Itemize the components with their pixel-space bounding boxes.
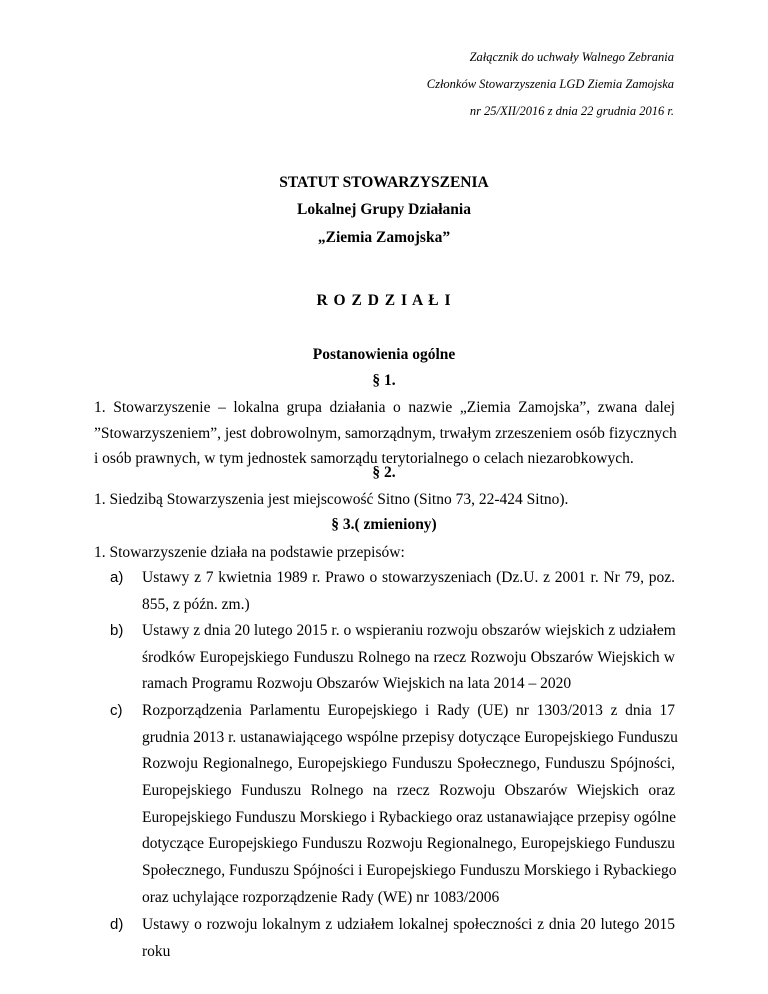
- chapter-heading: R O Z D Z I A Ł I: [316, 292, 452, 309]
- text-line: Społecznego, Funduszu Spójności i Europejskiego Funduszu Morskiego i Rybackiego: [142, 862, 677, 880]
- text-line: Europejskiego Funduszu Rolnego na rzecz Rozwoju Obszarów Wiejskich oraz: [142, 782, 675, 800]
- document-subtitle: Lokalnej Grupy Działania: [297, 201, 471, 218]
- text-line: środków Europejskiego Funduszu Rolnego na rzecz Rozwoju Obszarów Wiejskich w: [142, 648, 675, 666]
- header-note-line: Członków Stowarzyszenia LGD Ziemia Zamojska: [426, 77, 674, 91]
- text-line: 1. Stowarzyszenie działa na podstawie przepisów:: [94, 544, 405, 561]
- paragraph-2-body: [94, 487, 675, 513]
- section-heading: Postanowienia ogólne: [312, 346, 456, 363]
- paragraph-2-label: § 2.: [372, 464, 396, 481]
- text-line: Europejskiego Funduszu Morskiego i Rybackiego oraz ustanawiające przepisy ogólne: [142, 808, 676, 826]
- text-line: 1. Siedzibą Stowarzyszenia jest miejscowość Sitno (Sitno 73, 22-424 Sitno).: [94, 491, 569, 508]
- text-line: oraz uchylające rozporządzenie Rady (WE) nr 1083/2006: [142, 888, 500, 906]
- text-line: roku: [142, 942, 171, 960]
- text-line: Ustawy z dnia 20 lutego 2015 r. o wspieraniu rozwoju obszarów wiejskich z udziałem: [142, 622, 676, 639]
- text-line: 855, z późn. zm.): [142, 595, 250, 613]
- header-note-line: nr 25/XII/2016 z dnia 22 grudnia 2016 r.: [469, 104, 674, 118]
- text-line: Rozporządzenia Parlamentu Europejskiego i Rady (UE) nr 1303/2013 z dnia 17: [142, 702, 675, 719]
- text-line: Rozwoju Regionalnego, Europejskiego Funduszu Społecznego, Funduszu Spójności,: [142, 755, 675, 773]
- text-line: Ustawy o rozwoju lokalnym z udziałem lokalnej społeczności z dnia 20 lutego 2015: [142, 916, 675, 933]
- text-line: i osób prawnych, w tym jednostek samorządu terytorialnego o celach niezarobkowych.: [94, 450, 634, 468]
- text-line: dotyczące Europejskiego Funduszu Rozwoju Regionalnego, Europejskiego Funduszu: [142, 835, 675, 853]
- text-line: ”Stowarzyszeniem”, jest dobrowolnym, samorządnym, trwałym zrzeszeniem osób fizycznych: [94, 424, 677, 442]
- paragraph-1-label: § 1.: [372, 372, 396, 389]
- list-marker: d): [110, 916, 124, 933]
- header-note-line: Załącznik do uchwały Walnego Zebrania: [469, 50, 674, 64]
- text-line: Ustawy z 7 kwietnia 1989 r. Prawo o stowarzyszeniach (Dz.U. z 2001 r. Nr 79, poz.: [142, 569, 675, 586]
- list-marker: b): [110, 622, 124, 639]
- text-line: ramach Programu Rozwoju Obszarów Wiejskich na lata 2014 – 2020: [142, 675, 572, 693]
- association-name: „Ziemia Zamojska”: [317, 229, 451, 246]
- paragraph-3-intro: [94, 540, 675, 566]
- paragraph-3-label: § 3.( zmieniony): [331, 516, 437, 533]
- list-marker: c): [110, 702, 123, 719]
- paragraph-1-body: [94, 395, 675, 472]
- text-line: 1. Stowarzyszenie – lokalna grupa działania o nazwie „Ziemia Zamojska”, zwana dalej: [94, 399, 675, 416]
- list-marker: a): [110, 569, 124, 586]
- text-line: grudnia 2013 r. ustanawiającego wspólne przepisy dotyczące Europejskiego Funduszu: [142, 728, 678, 746]
- document-title: STATUT STOWARZYSZENIA: [279, 174, 489, 191]
